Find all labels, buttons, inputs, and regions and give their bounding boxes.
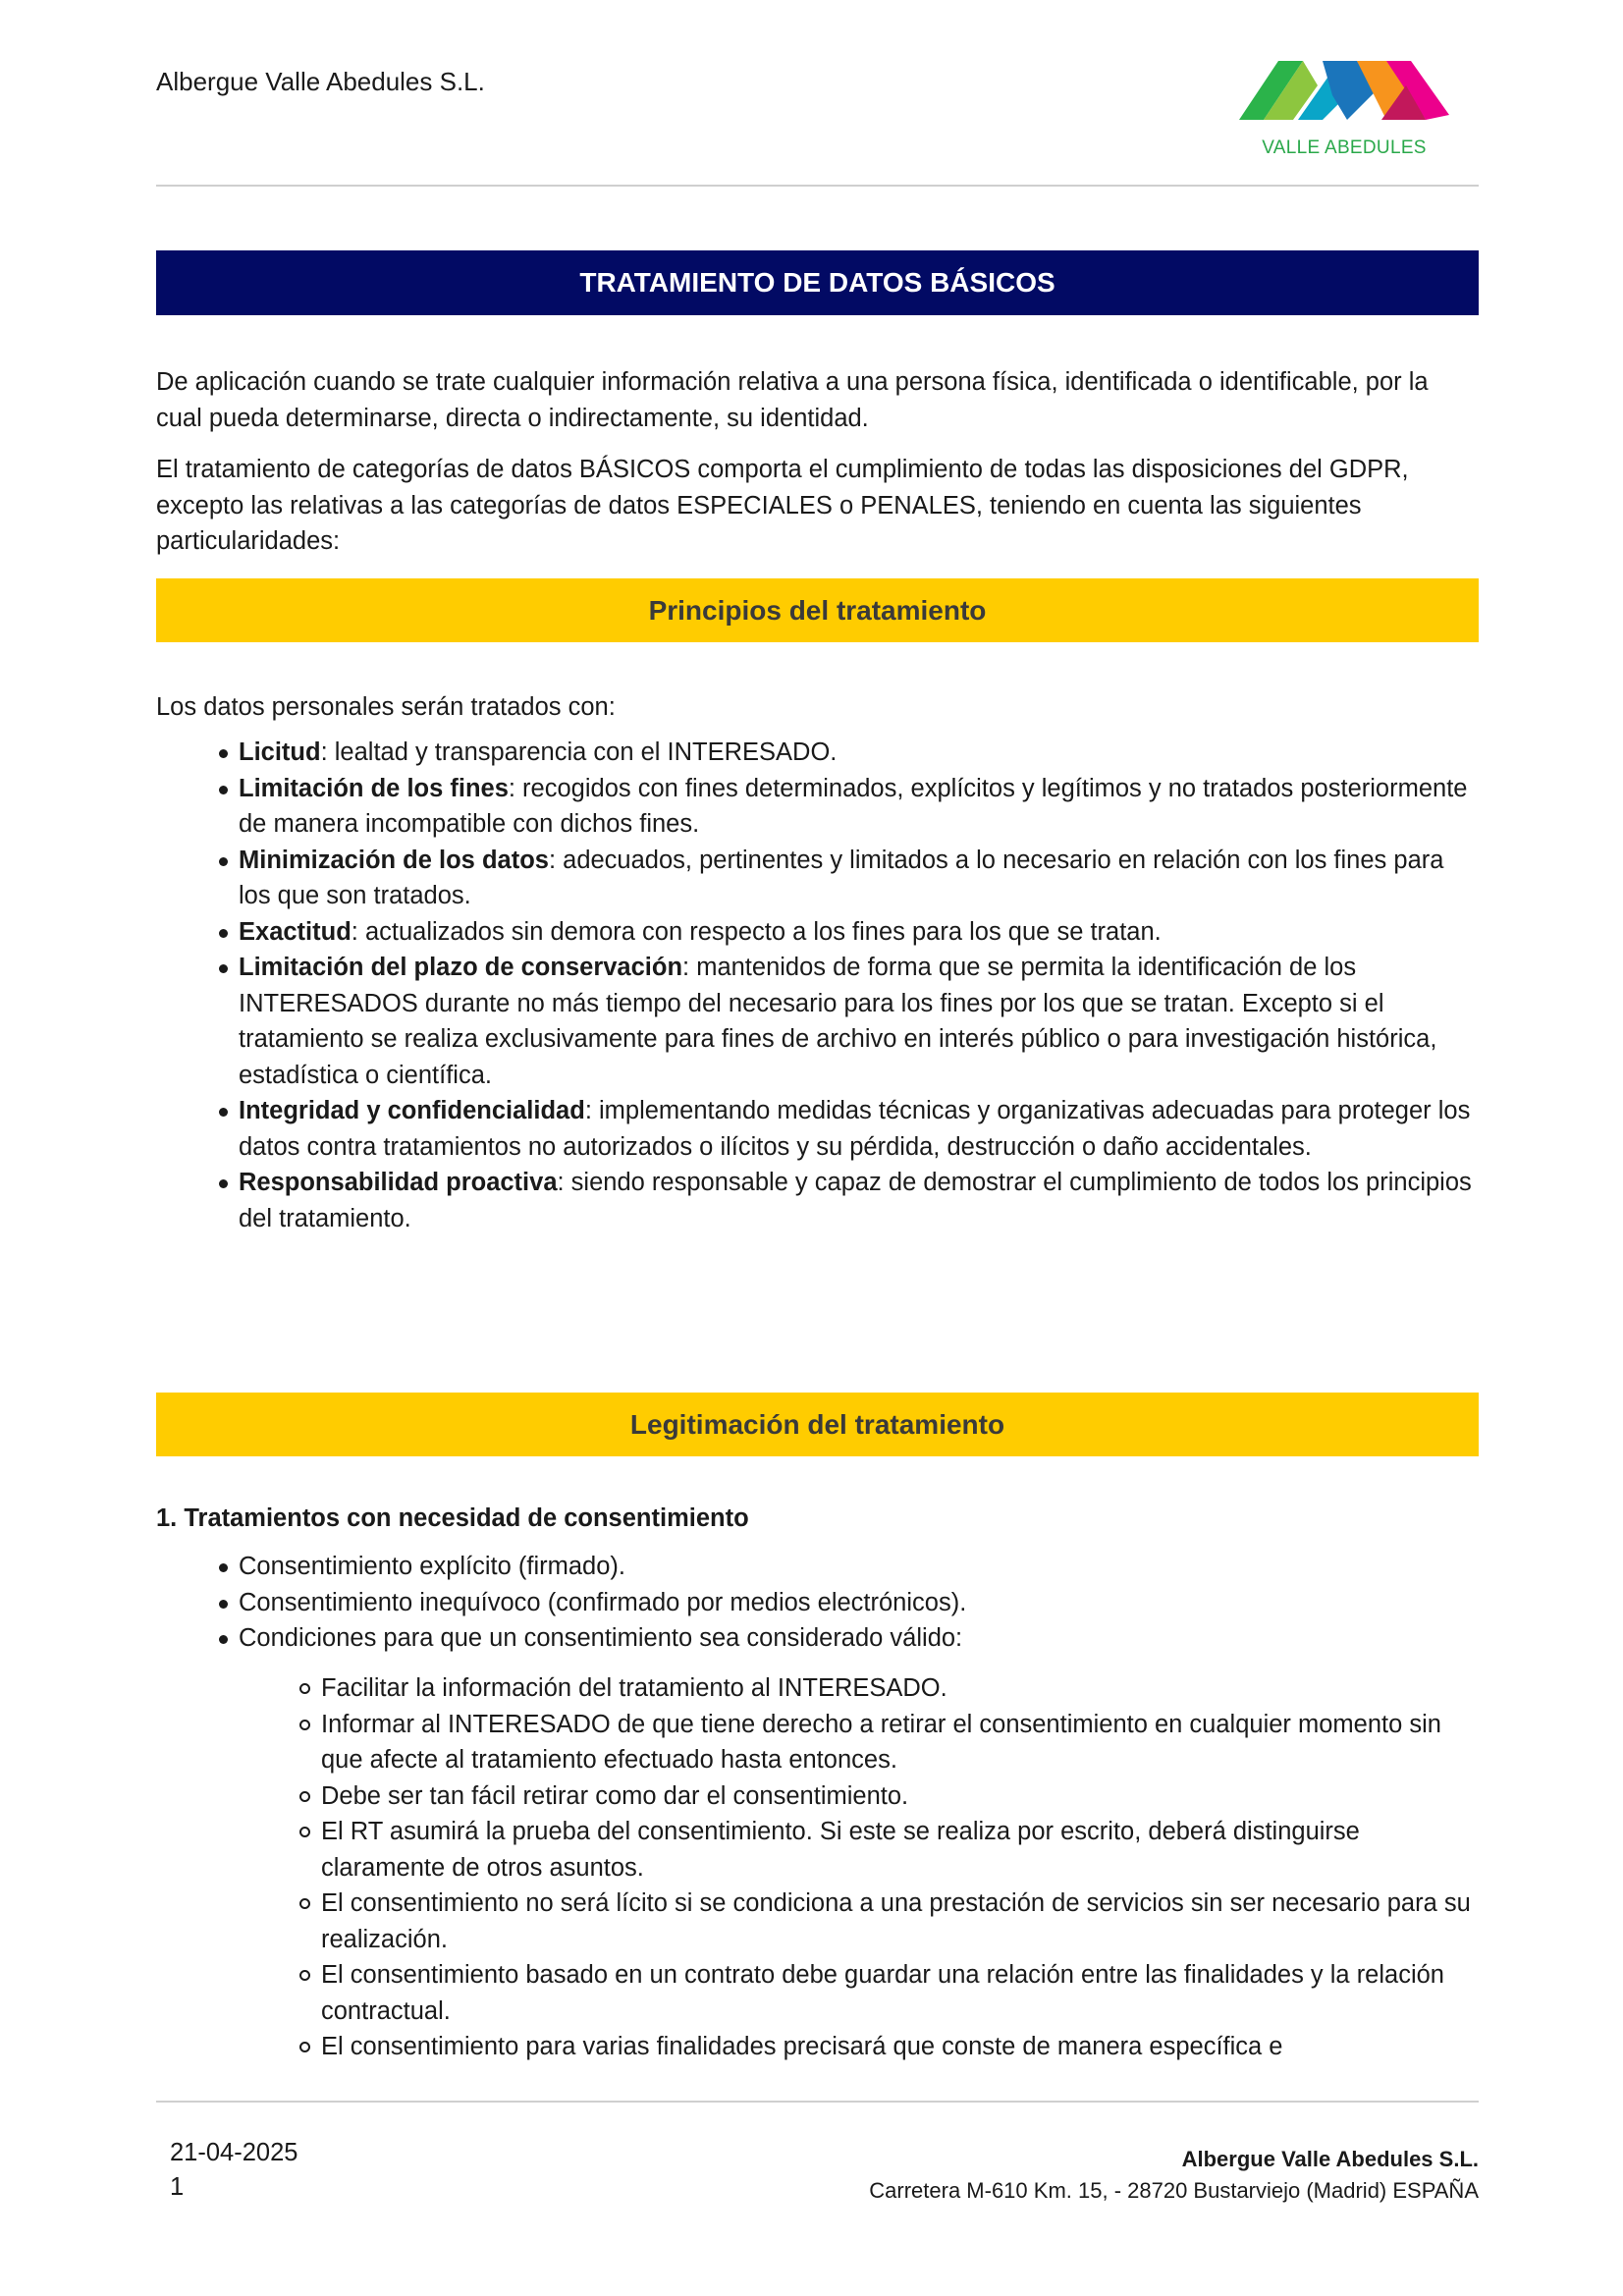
legitimacion-subheading: 1. Tratamientos con necesidad de consentimiento [156, 1504, 749, 1532]
principio-term: Integridad y confidencialidad [239, 1097, 585, 1124]
principio-text: : siendo responsable y capaz de demostrar el cumplimiento de todos los principios del tratamiento. [239, 1169, 1472, 1232]
list-item: El consentimiento basado en un contrato debe guardar una relación entre las finalidades y la relación contractual. [321, 1957, 1479, 2029]
logo-mountains-icon [1239, 61, 1449, 139]
principio-text: : adecuados, pertinentes y limitados a lo necesario en relación con los fines para los que son tratados. [239, 846, 1444, 909]
principios-lead: Los datos personales serán tratados con: [156, 693, 616, 721]
list-item: Condiciones para que un consentimiento sea considerado válido: [239, 1620, 1479, 1657]
consentimiento-conditions-list [321, 1670, 1479, 2065]
principio-text: : mantenidos de forma que se permita la identificación de los INTERESADOS durante no más tiempo del necesario para los fines por los que se tratan. Excepto si el tratamiento se realiza exclusivamente para fines de archivo en interés público o para investigación histórica, estadística o científica. [239, 954, 1437, 1089]
footer-address: Carretera M-610 Km. 15, - 28720 Bustarviejo (Madrid) ESPAÑA [869, 2178, 1479, 2203]
list-item [239, 1165, 1479, 1236]
principio-text: : actualizados sin demora con respecto a los fines para los que se tratan. [351, 917, 1162, 946]
principio-text: : lealtad y transparencia con el INTERESADO. [320, 738, 838, 766]
header-divider [156, 185, 1479, 187]
list-item: Facilitar la información del tratamiento al INTERESADO. [321, 1670, 1479, 1707]
list-item [239, 1093, 1479, 1165]
intro-paragraph-1: De aplicación cuando se trate cualquier información relativa a una persona física, identificada o identificable, por la cual pueda determinarse, directa o indirectamente, su identidad. [156, 368, 1429, 432]
principio-term: Limitación del plazo de conservación [239, 954, 683, 981]
principios-list [239, 735, 1479, 1236]
list-item: El RT asumirá la prueba del consentimiento. Si este se realiza por escrito, deberá distinguirse claramente de otros asuntos. [321, 1814, 1479, 1886]
list-item: Consentimiento explícito (firmado). [239, 1549, 1479, 1585]
principio-term: Limitación de los fines [239, 774, 509, 802]
principio-term: Exactitud [239, 917, 352, 946]
list-item: Debe ser tan fácil retirar como dar el consentimiento. [321, 1778, 1479, 1815]
footer-date: 21-04-2025 [170, 2139, 298, 2166]
intro-paragraph-2: El tratamiento de categorías de datos BÁSICOS comporta el cumplimiento de todas las disposiciones del GDPR, excepto las relativas a las categorías de datos ESPECIALES o PENALES, teniendo en cuenta las siguientes particularidades: [156, 456, 1409, 555]
list-item [239, 735, 1479, 771]
legitimacion-heading: Legitimación del tratamiento [156, 1393, 1479, 1456]
page-number: 1 [170, 2173, 185, 2201]
list-item [239, 950, 1479, 1093]
principio-text: : implementando medidas técnicas y organizativas adecuadas para proteger los datos contra tratamientos no autorizados o ilícitos y su pérdida, destrucción o daño accidentales. [239, 1097, 1471, 1161]
principio-text: : recogidos con fines determinados, explícitos y legítimos y no tratados posteriormente de manera incompatible con dichos fines. [239, 774, 1468, 838]
footer-divider [156, 2101, 1479, 2103]
legitimacion-list [239, 1549, 1479, 1657]
list-item: El consentimiento para varias finalidades precisará que conste de manera específica e [321, 2029, 1479, 2065]
list-item: Consentimiento inequívoco (confirmado por medios electrónicos). [239, 1585, 1479, 1621]
company-logo [1239, 61, 1449, 169]
principio-term: Licitud [239, 738, 321, 766]
list-item: El consentimiento no será lícito si se condiciona a una prestación de servicios sin ser necesario para su realización. [321, 1886, 1479, 1957]
principios-heading: Principios del tratamiento [156, 578, 1479, 642]
page-title: TRATAMIENTO DE DATOS BÁSICOS [156, 250, 1479, 315]
list-item: Informar al INTERESADO de que tiene derecho a retirar el consentimiento en cualquier momento sin que afecte al tratamiento efectuado hasta entonces. [321, 1707, 1479, 1778]
principio-term: Responsabilidad proactiva [239, 1169, 558, 1196]
principio-term: Minimización de los datos [239, 846, 549, 874]
footer-company-info [869, 2144, 1479, 2207]
list-item [239, 914, 1479, 951]
list-item [239, 771, 1479, 843]
footer-company-name: Albergue Valle Abedules S.L. [1181, 2147, 1479, 2171]
list-item [239, 843, 1479, 914]
logo-text: VALLE ABEDULES [1262, 137, 1427, 158]
header-company-name: Albergue Valle Abedules S.L. [156, 67, 485, 96]
